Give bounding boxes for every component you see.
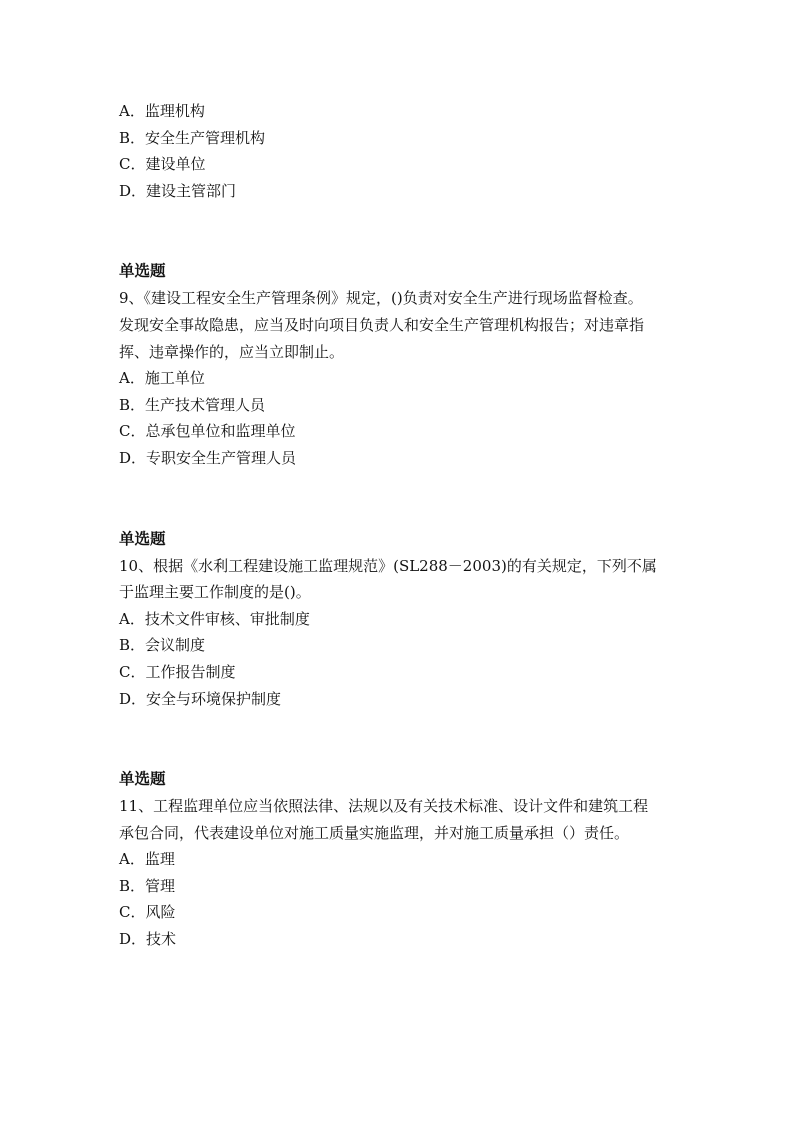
option-c: C．工作报告制度 xyxy=(119,662,236,681)
option-b: B．生产技术管理人员 xyxy=(119,395,266,414)
option-c: C．风险 xyxy=(119,903,176,922)
option-b: B．管理 xyxy=(119,876,176,895)
option-d: D．专职安全生产管理人员 xyxy=(119,448,297,467)
spacer xyxy=(119,204,679,257)
spacer xyxy=(119,712,679,765)
option-a: A．监理机构 xyxy=(119,102,205,120)
spacer xyxy=(119,472,679,525)
question-11 xyxy=(119,765,679,953)
option-a: A．监理 xyxy=(119,850,175,869)
option-b: B．安全生产管理机构 xyxy=(119,128,266,147)
question-type-label: 单选题 xyxy=(119,529,166,548)
option-d: D．建设主管部门 xyxy=(119,181,237,200)
question-stem-line: 10、根据《水利工程建设施工监理规范》(SL288－2003)的有关规定，下列不属 xyxy=(119,556,657,575)
document-page xyxy=(119,98,679,953)
option-d: D．安全与环境保护制度 xyxy=(119,689,282,708)
question-stem-line: 9、《建设工程安全生产管理条例》规定，()负责对安全生产进行现场监督检查。 xyxy=(119,289,643,308)
option-b: B．会议制度 xyxy=(119,636,206,655)
option-c: C．总承包单位和监理单位 xyxy=(119,422,296,441)
option-d: D．技术 xyxy=(119,930,177,949)
question-block-8-options xyxy=(119,98,679,204)
question-stem-line: 挥、违章操作的，应当立即制止。 xyxy=(119,342,345,361)
question-stem-line: 11、工程监理单位应当依照法律、法规以及有关技术标准、设计文件和建筑工程 xyxy=(119,797,649,816)
question-type-label: 单选题 xyxy=(119,770,166,789)
question-10 xyxy=(119,525,679,713)
question-9 xyxy=(119,257,679,471)
option-a: A．施工单位 xyxy=(119,369,205,388)
question-stem-line: 承包合同，代表建设单位对施工质量实施监理，并对施工质量承担（）责任。 xyxy=(119,823,630,842)
question-type-label: 单选题 xyxy=(119,262,166,281)
question-stem-line: 发现安全事故隐患，应当及时向项目负责人和安全生产管理机构报告；对违章指 xyxy=(119,315,645,334)
option-a: A．技术文件审核、审批制度 xyxy=(119,609,310,628)
option-c: C．建设单位 xyxy=(119,155,206,174)
question-stem-line: 于监理主要工作制度的是()。 xyxy=(119,583,311,602)
